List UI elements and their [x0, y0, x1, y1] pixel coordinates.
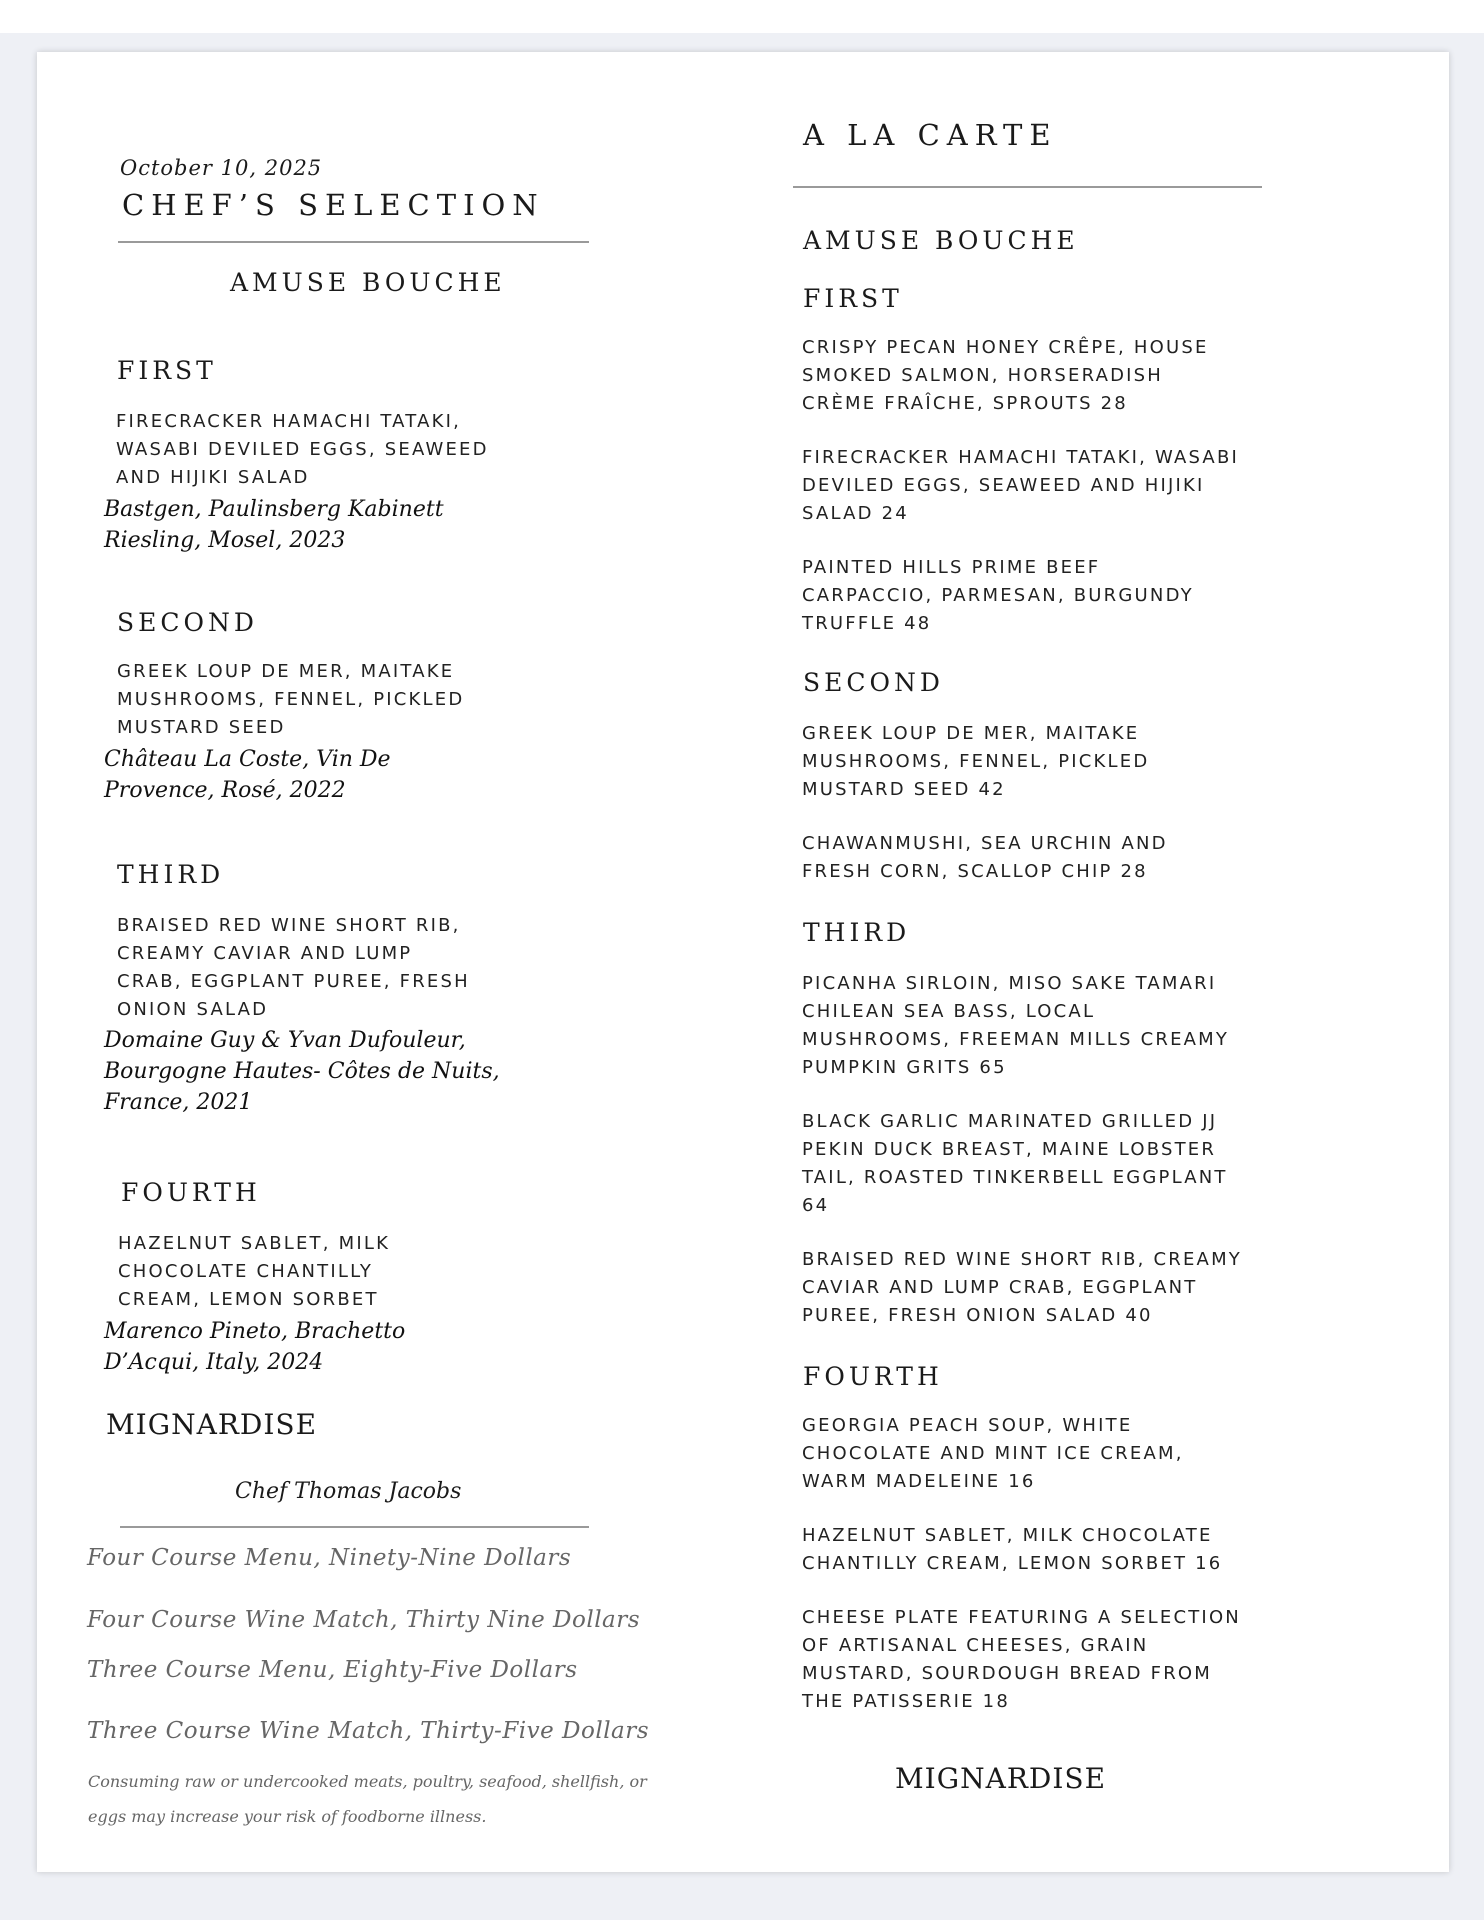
mignardise-right: MIGNARDISE: [895, 1762, 1107, 1795]
price-four-course-menu: Four Course Menu, Ninety-Nine Dollars: [87, 1545, 572, 1571]
course-third-dish: BRAISED RED WINE SHORT RIB, CREAMY CAVIAR AND LUMP CRAB, EGGPLANT PUREE, FRESH ONION SALAD: [117, 915, 470, 1020]
price-three-course-wine: Three Course Wine Match, Thirty-Five Dollars: [87, 1718, 650, 1744]
chef-divider: [120, 1526, 589, 1528]
a-la-carte-divider: [793, 186, 1262, 188]
course-fourth-dish: HAZELNUT SABLET, MILK CHOCOLATE CHANTILLY CREAM, LEMON SORBET: [118, 1233, 391, 1310]
course-first-heading: FIRST: [117, 356, 217, 385]
price-three-course-menu: Three Course Menu, Eighty-Five Dollars: [87, 1657, 578, 1683]
course-second-wine: Château La Coste, Vin De Provence, Rosé, 2022: [104, 747, 391, 803]
a-la-carte-fourth-item-2: HAZELNUT SABLET, MILK CHOCOLATE CHANTILLY CREAM, LEMON SORBET 16: [802, 1525, 1223, 1574]
food-safety-disclaimer: Consuming raw or undercooked meats, poultry, seafood, shellfish, or eggs may increase your risk of foodborne illness.: [88, 1772, 647, 1826]
a-la-carte-third-item-2: BLACK GARLIC MARINATED GRILLED JJ PEKIN DUCK BREAST, MAINE LOBSTER TAIL, ROASTED TINKERBELL EGGPLANT 64: [802, 1111, 1228, 1216]
menu-date: October 10, 2025: [120, 156, 323, 180]
a-la-carte-fourth-heading: FOURTH: [803, 1362, 943, 1391]
course-first-dish: FIRECRACKER HAMACHI TATAKI, WASABI DEVILED EGGS, SEAWEED AND HIJIKI SALAD: [116, 411, 489, 488]
a-la-carte-first-item-1: CRISPY PECAN HONEY CRÊPE, HOUSE SMOKED SALMON, HORSERADISH CRÈME FRAÎCHE, SPROUTS 28: [802, 337, 1209, 414]
a-la-carte-first-item-2: FIRECRACKER HAMACHI TATAKI, WASABI DEVILED EGGS, SEAWEED AND HIJIKI SALAD 24: [802, 447, 1240, 524]
a-la-carte-first-item-3: PAINTED HILLS PRIME BEEF CARPACCIO, PARMESAN, BURGUNDY TRUFFLE 48: [802, 557, 1194, 634]
price-four-course-wine: Four Course Wine Match, Thirty Nine Dollars: [87, 1607, 641, 1633]
course-third-heading: THIRD: [117, 860, 225, 889]
a-la-carte-amuse-heading: AMUSE BOUCHE: [803, 226, 1079, 255]
chef-name: Chef Thomas Jacobs: [235, 1479, 462, 1504]
course-fourth-heading: FOURTH: [121, 1178, 261, 1207]
a-la-carte-first-heading: FIRST: [803, 284, 903, 313]
title-divider: [118, 241, 589, 243]
course-third-wine: Domaine Guy & Yvan Dufouleur, Bourgogne Hautes- Côtes de Nuits, France, 2021: [104, 1028, 500, 1115]
a-la-carte-second-item-1: GREEK LOUP DE MER, MAITAKE MUSHROOMS, FENNEL, PICKLED MUSTARD SEED 42: [802, 723, 1150, 800]
course-second-heading: SECOND: [117, 608, 258, 637]
a-la-carte-second-heading: SECOND: [803, 668, 944, 697]
course-fourth-wine: Marenco Pineto, Brachetto D’Acqui, Italy, 2024: [104, 1319, 406, 1375]
menu-page: [37, 52, 1449, 1872]
a-la-carte-title: A LA CARTE: [803, 118, 1058, 152]
course-first-wine: Bastgen, Paulinsberg Kabinett Riesling, Mosel, 2023: [104, 497, 444, 553]
a-la-carte-fourth-item-3: CHEESE PLATE FEATURING A SELECTION OF ARTISANAL CHEESES, GRAIN MUSTARD, SOURDOUGH BREAD FROM THE PATISSERIE 18: [802, 1607, 1241, 1712]
a-la-carte-third-item-1: PICANHA SIRLOIN, MISO SAKE TAMARI CHILEAN SEA BASS, LOCAL MUSHROOMS, FREEMAN MILLS CREAMY PUMPKIN GRITS 65: [802, 973, 1230, 1078]
a-la-carte-second-item-2: CHAWANMUSHI, SEA URCHIN AND FRESH CORN, SCALLOP CHIP 28: [802, 833, 1168, 882]
a-la-carte-fourth-item-1: GEORGIA PEACH SOUP, WHITE CHOCOLATE AND MINT ICE CREAM, WARM MADELEINE 16: [802, 1415, 1184, 1492]
course-second-dish: GREEK LOUP DE MER, MAITAKE MUSHROOMS, FENNEL, PICKLED MUSTARD SEED: [117, 661, 465, 738]
mignardise-left: MIGNARDISE: [106, 1408, 318, 1441]
a-la-carte-third-heading: THIRD: [803, 918, 911, 947]
chefs-selection-title: CHEF’S SELECTION: [122, 188, 545, 222]
a-la-carte-third-item-3: BRAISED RED WINE SHORT RIB, CREAMY CAVIAR AND LUMP CRAB, EGGPLANT PUREE, FRESH ONION SALAD 40: [802, 1249, 1242, 1326]
amuse-bouche-heading: AMUSE BOUCHE: [230, 268, 506, 297]
